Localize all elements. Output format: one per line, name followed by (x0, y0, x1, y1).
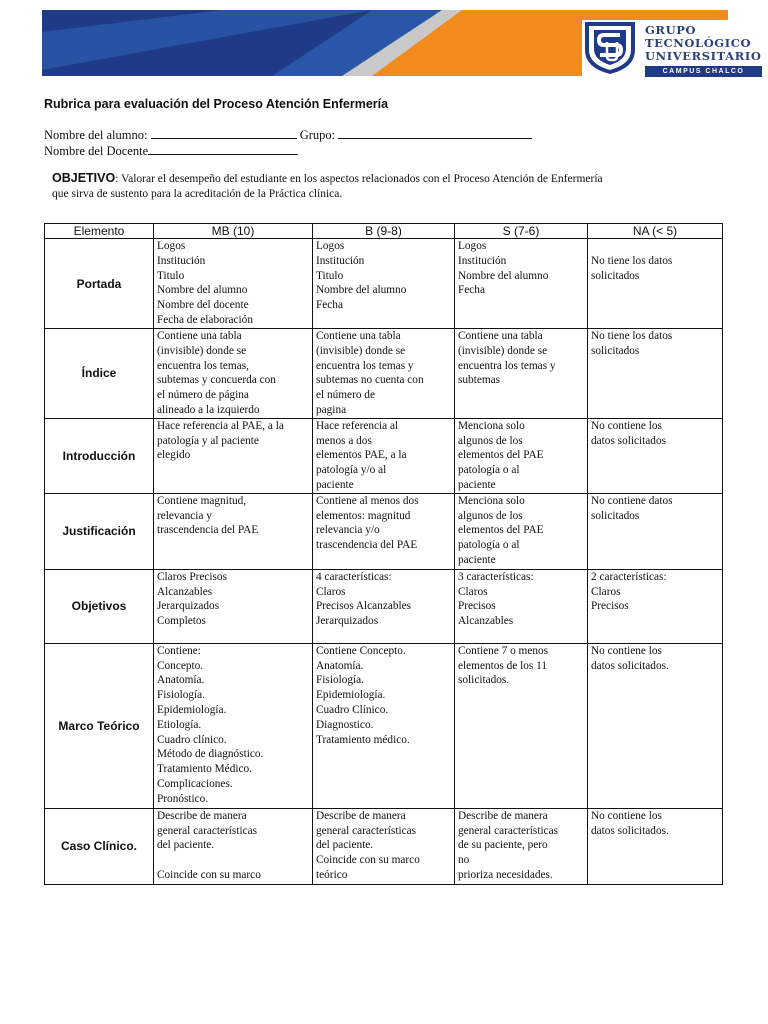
header-s: S (7-6) (455, 224, 588, 239)
teacher-line (44, 143, 298, 159)
criteria-cell (313, 418, 455, 493)
criteria-text: Contiene al menos dos elementos: magnitud relevancia y/o trascendencia del PAE (316, 494, 419, 552)
criteria-text: Describe de manera general características del paciente. Coincide con su marco (157, 809, 261, 881)
campus-label: CAMPUS CHALCO (645, 66, 762, 77)
table-row (45, 239, 723, 329)
row-element-introduccion: Introducción (45, 418, 154, 493)
criteria-cell (313, 643, 455, 808)
criteria-text: 3 características: Claros Precisos Alcanzables (458, 570, 534, 628)
criteria-text: No contiene los datos solicitados (591, 419, 666, 447)
header-mb: MB (10) (154, 224, 313, 239)
table-row (45, 643, 723, 808)
criteria-cell (455, 239, 588, 329)
criteria-cell (313, 808, 455, 884)
teacher-name-field[interactable] (148, 143, 298, 155)
rubric-table (44, 223, 723, 885)
criteria-text: Contiene una tabla (invisible) donde se encuentra los temas, subtemas y concuerda con el número de página alineado a la izquierdo (157, 330, 276, 416)
table-header-row (45, 224, 723, 239)
objective-paragraph (52, 171, 612, 201)
group-label: Grupo: (299, 128, 336, 142)
criteria-cell (154, 418, 313, 493)
criteria-text: Menciona solo algunos de los elementos del PAE patología o al paciente (458, 494, 544, 566)
table-row (45, 808, 723, 884)
criteria-text: 2 características: Claros Precisos (591, 570, 667, 613)
row-element-marco-teorico: Marco Teórico (45, 643, 154, 808)
objective-label: OBJETIVO (52, 171, 116, 185)
org-name-line3: UNIVERSITARIO (645, 49, 762, 63)
criteria-text: No contiene los datos solicitados. (591, 809, 669, 837)
criteria-cell (154, 239, 313, 329)
row-element-caso-clinico: Caso Clínico. (45, 808, 154, 884)
criteria-cell (455, 329, 588, 419)
institution-logo (582, 20, 768, 80)
criteria-text: Hace referencia al PAE, a la patología y al paciente elegido (157, 419, 284, 462)
criteria-cell (588, 239, 723, 329)
group-field[interactable] (338, 127, 532, 139)
criteria-text: No tiene los datos solicitados (591, 254, 673, 282)
criteria-cell (588, 418, 723, 493)
criteria-text: Contiene: Concepto. Anatomía. Fisiología. Epidemiología. Etiología. Cuadro clínico. Método de diagnóstico. Tratamiento Médico. Complicaciones. Pronóstico. (157, 644, 264, 805)
criteria-text: No tiene los datos solicitados (591, 330, 673, 357)
criteria-text: Contiene una tabla (invisible) donde se encuentra los temas y subtemas (458, 330, 556, 387)
criteria-text: Contiene 7 o menos elementos de los 11 solicitados. (458, 644, 549, 687)
table-row (45, 569, 723, 643)
criteria-cell (313, 329, 455, 419)
criteria-text: Logos Institución Titulo Nombre del alumno Fecha (316, 240, 407, 312)
criteria-cell (588, 493, 723, 569)
criteria-cell (154, 808, 313, 884)
student-name-label: Nombre del alumno: (44, 128, 148, 142)
criteria-cell (455, 418, 588, 493)
document-title: Rubrica para evaluación del Proceso Atención Enfermería (44, 97, 389, 111)
criteria-text: 4 características: Claros Precisos Alcanzables Jerarquizados (316, 570, 412, 628)
table-row (45, 329, 723, 419)
criteria-text: Menciona solo algunos de los elementos del PAE patología o al paciente (458, 419, 544, 491)
criteria-text: Contiene magnitud, relevancia y trascendencia del PAE (157, 494, 259, 537)
row-element-justificacion: Justificación (45, 493, 154, 569)
criteria-text: Contiene una tabla (invisible) donde se encuentra los temas y subtemas no cuenta con el número de pagina (316, 330, 424, 416)
student-group-line (44, 127, 532, 143)
teacher-name-label: Nombre del Docente (44, 144, 149, 158)
organization-name (645, 24, 767, 63)
criteria-cell (313, 493, 455, 569)
criteria-text: Contiene Concepto. Anatomía. Fisiología. Epidemiología. Cuadro Clínico. Diagnostico. Tratamiento médico. (316, 644, 410, 746)
objective-text: : Valorar el desempeño del estudiante en los aspectos relacionados con el Proceso Atención de Enfermería que sirva de sustento para la acreditación de la Práctica clínica. (52, 173, 603, 200)
header-banner (42, 10, 762, 76)
criteria-text: Claros Precisos Alcanzables Jerarquizados Completos (157, 570, 227, 628)
criteria-cell (455, 643, 588, 808)
shield-logo-icon (582, 20, 638, 74)
criteria-cell (588, 569, 723, 643)
criteria-cell (154, 329, 313, 419)
row-element-objetivos: Objetivos (45, 569, 154, 643)
row-element-portada: Portada (45, 239, 154, 329)
criteria-text: No contiene los datos solicitados. (591, 644, 669, 672)
criteria-cell (455, 493, 588, 569)
criteria-cell (588, 643, 723, 808)
criteria-cell (313, 239, 455, 329)
header-b: B (9-8) (313, 224, 455, 239)
criteria-text: Describe de manera general características de su paciente, pero no prioriza necesidades. (458, 809, 559, 881)
criteria-cell (455, 808, 588, 884)
header-na: NA (< 5) (588, 224, 723, 239)
org-name-line1: GRUPO (645, 23, 697, 37)
criteria-cell (588, 808, 723, 884)
criteria-text: Logos Institución Titulo Nombre del alumno Nombre del docente Fecha de elaboración (157, 240, 253, 326)
criteria-cell (154, 493, 313, 569)
criteria-cell (154, 569, 313, 643)
org-name-line2: TECNOLÓGICO (645, 36, 752, 50)
table-row (45, 493, 723, 569)
criteria-text: Logos Institución Nombre del alumno Fecha (458, 240, 549, 297)
criteria-text: Hace referencia al menos a dos elementos PAE, a la patología y/o al paciente (316, 419, 407, 491)
criteria-cell (588, 329, 723, 419)
header-elemento: Elemento (45, 224, 154, 239)
student-name-field[interactable] (151, 127, 297, 139)
criteria-cell (313, 569, 455, 643)
criteria-text: No contiene datos solicitados (591, 494, 673, 522)
criteria-cell (455, 569, 588, 643)
criteria-text: Describe de manera general características del paciente. Coincide con su marco teórico (316, 809, 420, 881)
table-row (45, 418, 723, 493)
criteria-cell (154, 643, 313, 808)
row-element-indice: Índice (45, 329, 154, 419)
